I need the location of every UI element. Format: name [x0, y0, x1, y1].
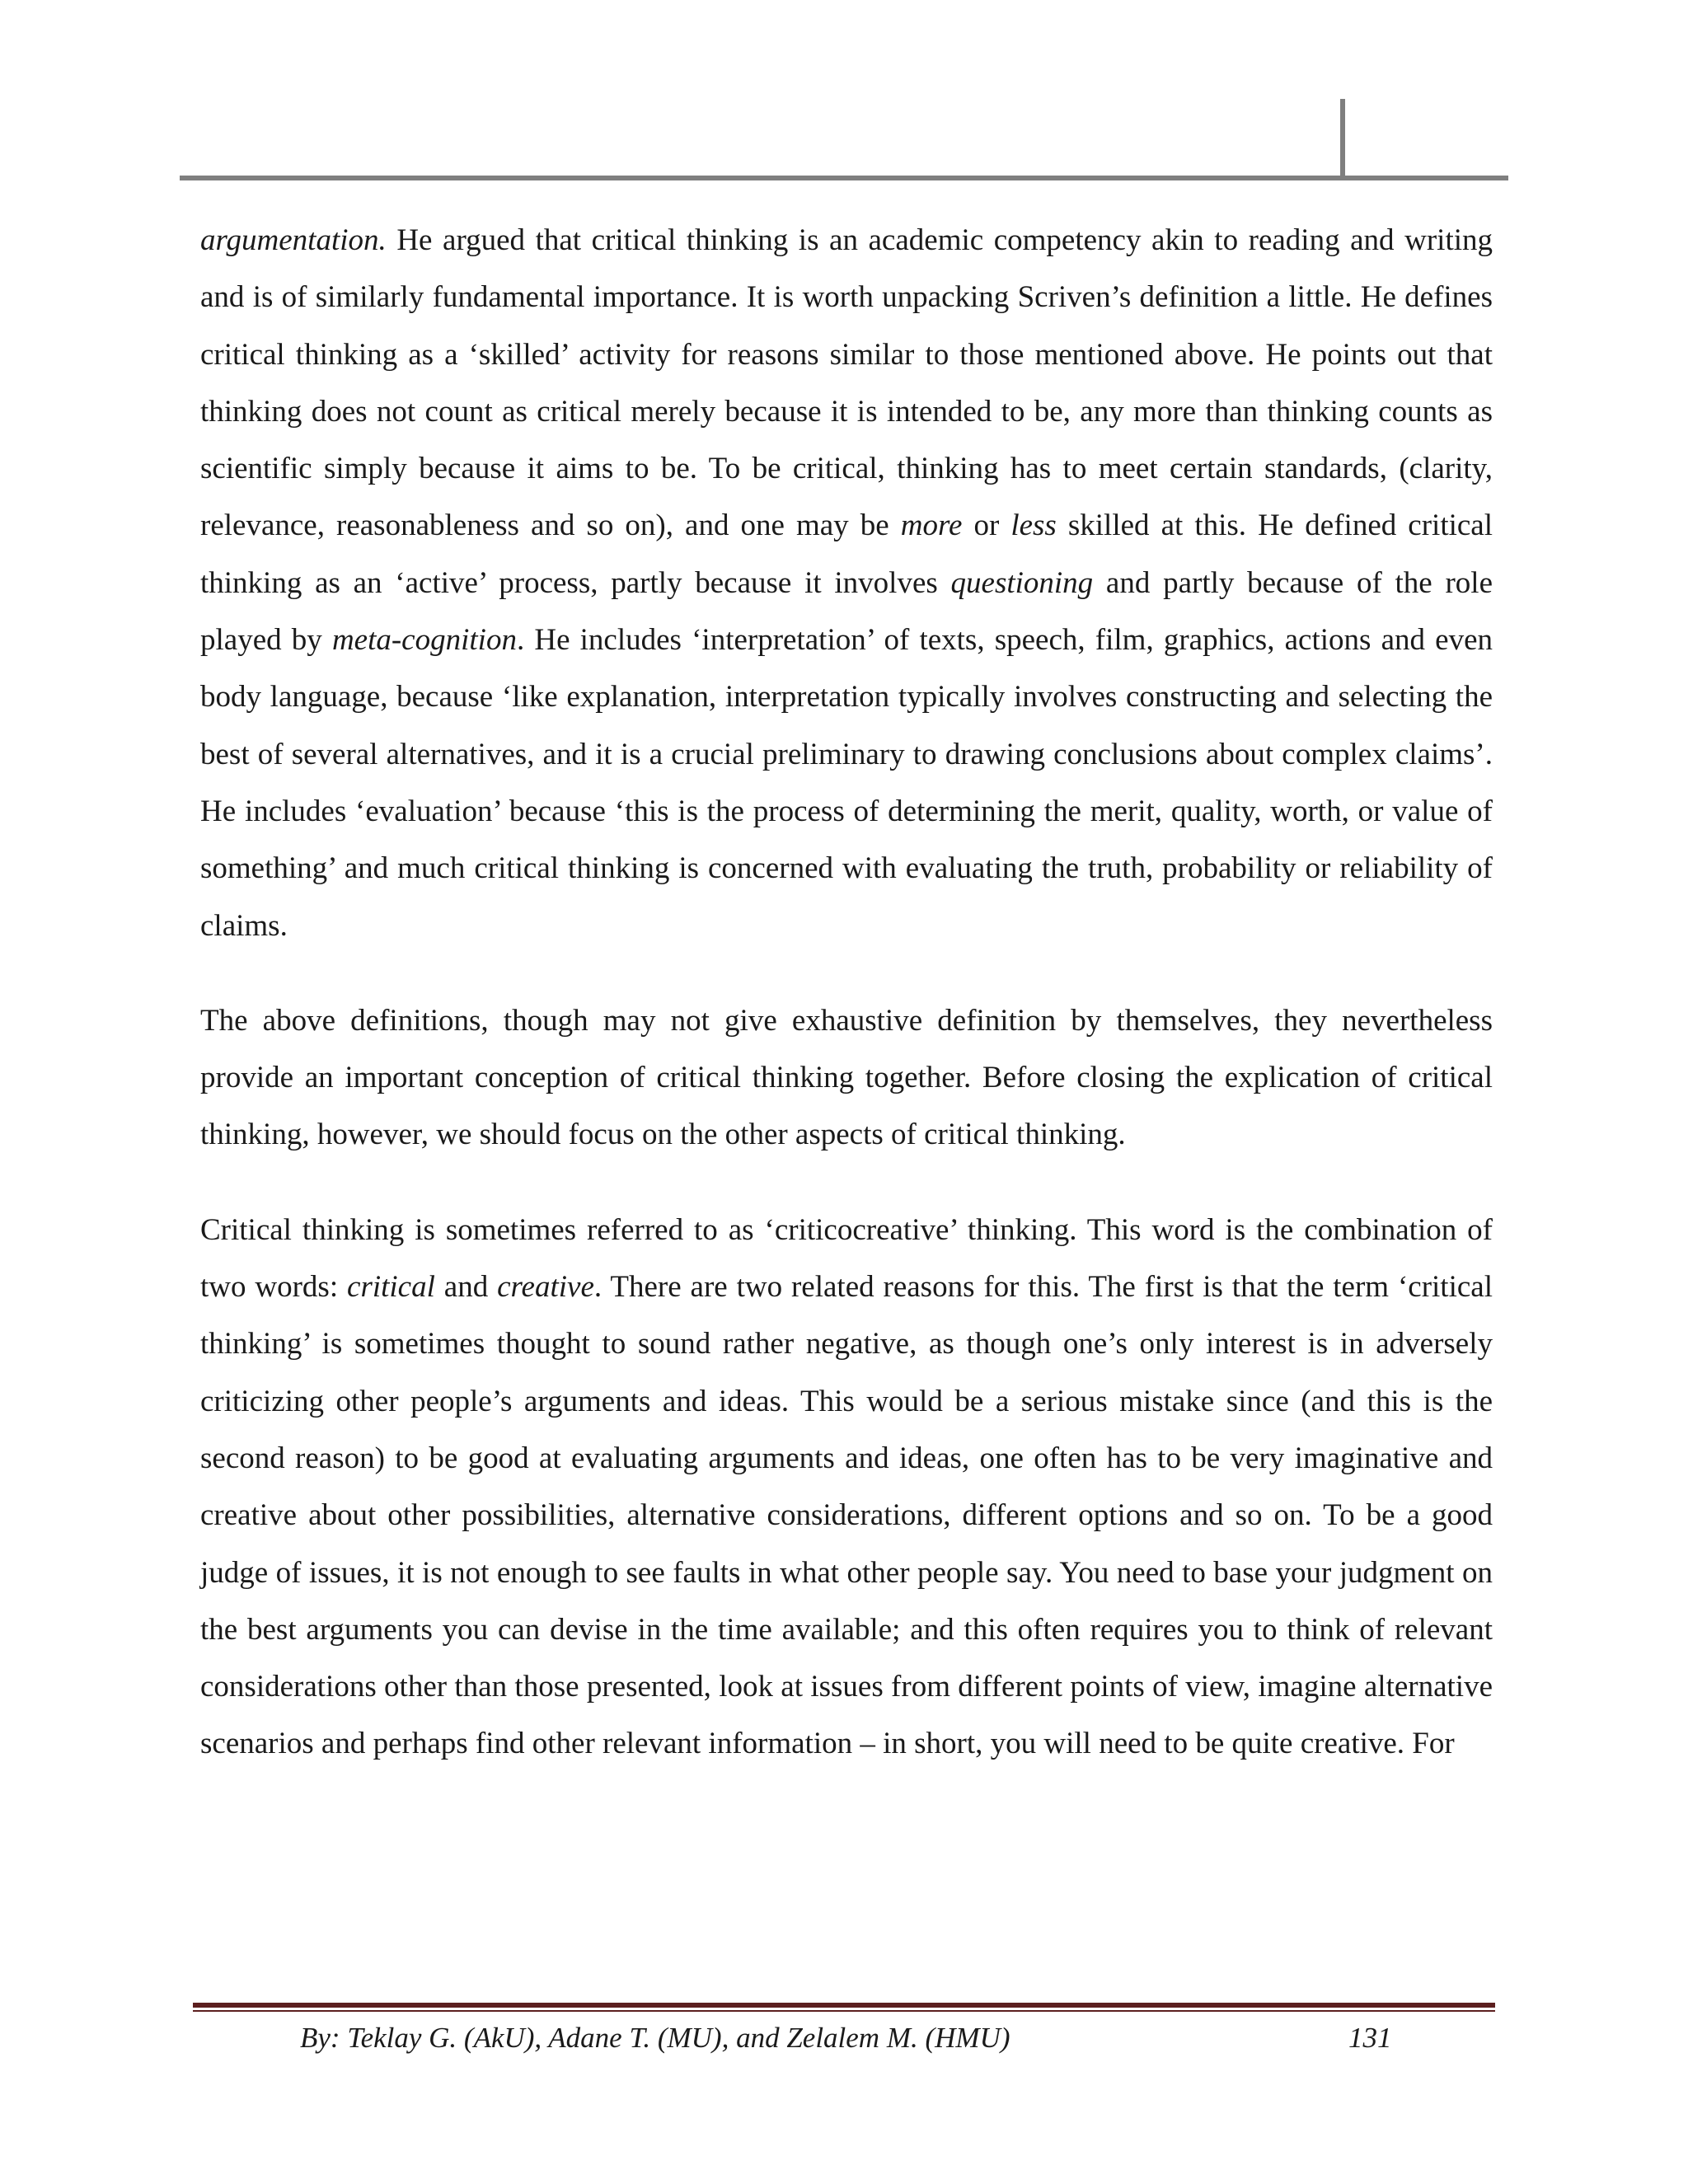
footer-authors: By: Teklay G. (AkU), Adane T. (MU), and Zelalem M. (HMU) — [300, 2022, 1010, 2054]
footer-rule — [193, 2003, 1495, 2008]
header-rule — [180, 176, 1508, 180]
body-text — [200, 212, 1493, 1773]
footer-rule-thin — [193, 2010, 1495, 2012]
paragraph-criticocreative: Critical thinking is sometimes referred to as ‘criticocreative’ thinking. This word is the combination of two words: critical and creative. There are two related reasons for this. The first is that the term ‘critical thinking’ is sometimes thought to sound rather negative, as though one’s only interest is in adversely criticizing other people’s arguments and ideas. This would be a serious mistake since (and this is the second reason) to be good at evaluating arguments and ideas, one often has to be very imaginative and creative about other possibilities, alternative considerations, different options and so on. To be a good judge of issues, it is not enough to see faults in what other people say. You need to base your judgment on the best arguments you can devise in the time available; and this often requires you to think of relevant considerations other than those presented, look at issues from different points of view, imagine alternative scenarios and perhaps find other relevant information – in short, you will need to be quite creative. For — [200, 1212, 1493, 1761]
header-tick-mark — [1340, 99, 1345, 179]
paragraph-definitions-summary: The above definitions, though may not give exhaustive definition by themselves, they nevertheless provide an important conception of critical thinking together. Before closing the explication of critical thinking, however, we should focus on the other aspects of critical thinking. — [200, 1003, 1493, 1152]
paragraph-scriven-definition: argumentation. He argued that critical thinking is an academic competency akin to reading and writing and is of similarly fundamental importance. It is worth unpacking Scriven’s definition a little. He defines critical thinking as a ‘skilled’ activity for reasons similar to those mentioned above. He points out that thinking does not count as critical merely because it is intended to be, any more than thinking counts as scientific simply because it aims to be. To be critical, thinking has to meet certain standards, (clarity, relevance, reasonableness and so on), and one may be more or less skilled at this. He defined critical thinking as an ‘active’ process, partly because it involves questioning and partly because of the role played by meta-cognition. He includes ‘interpretation’ of texts, speech, film, graphics, actions and even body language, because ‘like explanation, interpretation typically involves constructing and selecting the best of several alternatives, and it is a crucial preliminary to drawing conclusions about complex claims’. He includes ‘evaluation’ because ‘this is the process of determining the merit, quality, worth, or value of something’ and much critical thinking is concerned with evaluating the truth, probability or reliability of claims. — [200, 223, 1493, 943]
page-number: 131 — [1348, 2022, 1392, 2054]
